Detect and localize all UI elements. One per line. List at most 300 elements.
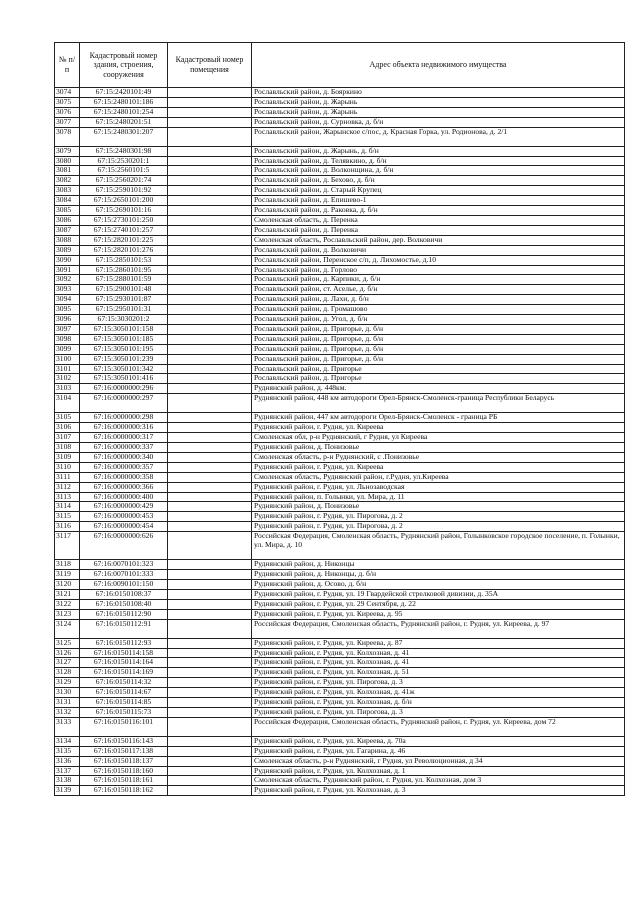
table-row [55, 166, 625, 176]
room-cadastral-number [168, 668, 252, 678]
table-row [55, 344, 625, 354]
table-row [55, 324, 625, 334]
room-cadastral-number [168, 638, 252, 648]
building-cadastral-number: 67:16:0000000:298 [80, 413, 168, 423]
room-cadastral-number [168, 275, 252, 285]
row-number: 3084 [55, 196, 80, 206]
table-body [55, 88, 625, 796]
table-header-row [55, 43, 625, 88]
table-row [55, 245, 625, 255]
row-number: 3080 [55, 156, 80, 166]
room-cadastral-number [168, 97, 252, 107]
table-row [55, 225, 625, 235]
table-row [55, 374, 625, 384]
row-number: 3102 [55, 374, 80, 384]
row-number: 3081 [55, 166, 80, 176]
table-row [55, 776, 625, 786]
property-address: Рославльский район, Жарынское с/пос, д. Красная Горка, ул. Родионова, д. 2/1 [252, 127, 625, 146]
room-cadastral-number [168, 285, 252, 295]
row-number: 3118 [55, 560, 80, 570]
row-number: 3115 [55, 512, 80, 522]
building-cadastral-number: 67:15:2860101:95 [80, 265, 168, 275]
building-cadastral-number: 67:15:2480301:207 [80, 127, 168, 146]
property-address: Руднянский район, г. Рудня, ул. Пирогова, д. 2 [252, 522, 625, 532]
row-number: 3124 [55, 619, 80, 638]
building-cadastral-number: 67:15:2850101:53 [80, 255, 168, 265]
table-row [55, 394, 625, 413]
property-address: Рославльский район, д. Громашово [252, 305, 625, 315]
table-row [55, 736, 625, 746]
room-cadastral-number [168, 225, 252, 235]
table-row [55, 599, 625, 609]
room-cadastral-number [168, 502, 252, 512]
row-number: 3096 [55, 315, 80, 325]
room-cadastral-number [168, 117, 252, 127]
table-row [55, 156, 625, 166]
room-cadastral-number [168, 648, 252, 658]
row-number: 3076 [55, 107, 80, 117]
building-cadastral-number: 67:16:0000000:316 [80, 423, 168, 433]
property-address: Руднянский район, г. Рудня, ул. Киреева [252, 423, 625, 433]
property-address: Российская Федерация, Смоленская область, Руднянский район, г. Рудня, ул. Киреева, д. 97 [252, 619, 625, 638]
building-cadastral-number: 67:15:2480101:186 [80, 97, 168, 107]
building-cadastral-number: 67:16:0000000:366 [80, 482, 168, 492]
building-cadastral-number: 67:16:0090101:150 [80, 579, 168, 589]
property-address: Руднянский район, г. Рудня, ул. Колхозная, д. б/н [252, 698, 625, 708]
table-row [55, 678, 625, 688]
room-cadastral-number [168, 443, 252, 453]
building-cadastral-number: 67:15:2560101:5 [80, 166, 168, 176]
row-number: 3095 [55, 305, 80, 315]
row-number: 3133 [55, 717, 80, 736]
table-row [55, 423, 625, 433]
property-address: Руднянский район, г. Рудня, ул. Киреева, д. 95 [252, 609, 625, 619]
row-number: 3108 [55, 443, 80, 453]
row-number: 3092 [55, 275, 80, 285]
room-cadastral-number [168, 678, 252, 688]
room-cadastral-number [168, 698, 252, 708]
table-row [55, 502, 625, 512]
property-address: Российская Федерация, Смоленская область, Руднянский район, Голынковское городское поселение, п. Голынки, ул. Мира, д. 10 [252, 532, 625, 560]
building-cadastral-number: 67:16:0000000:453 [80, 512, 168, 522]
row-number: 3074 [55, 88, 80, 98]
row-number: 3085 [55, 206, 80, 216]
table-row [55, 364, 625, 374]
room-cadastral-number [168, 255, 252, 265]
room-cadastral-number [168, 235, 252, 245]
row-number: 3137 [55, 766, 80, 776]
building-cadastral-number: 67:16:0150112:93 [80, 638, 168, 648]
row-number: 3090 [55, 255, 80, 265]
room-cadastral-number [168, 364, 252, 374]
table-row [55, 717, 625, 736]
room-cadastral-number [168, 736, 252, 746]
building-cadastral-number: 67:16:0150118:161 [80, 776, 168, 786]
table-row [55, 579, 625, 589]
table-row [55, 285, 625, 295]
building-cadastral-number: 67:16:0000000:400 [80, 492, 168, 502]
room-cadastral-number [168, 766, 252, 776]
building-cadastral-number: 67:16:0000000:340 [80, 452, 168, 462]
row-number: 3089 [55, 245, 80, 255]
row-number: 3104 [55, 394, 80, 413]
building-cadastral-number: 67:16:0150118:160 [80, 766, 168, 776]
property-address: Рославльский район, д. Пригорье [252, 374, 625, 384]
building-cadastral-number: 67:15:2950101:31 [80, 305, 168, 315]
property-address: Рославльский район, д. Раковка, д. б/н [252, 206, 625, 216]
table-row [55, 658, 625, 668]
building-cadastral-number: 67:15:2530201:1 [80, 156, 168, 166]
property-address: Рославльский район, д. Телявкино, д. б/н [252, 156, 625, 166]
property-address: Руднянский район, г. Рудня, ул. Колхозная, д. 3 [252, 786, 625, 796]
table-row [55, 196, 625, 206]
room-cadastral-number [168, 206, 252, 216]
row-number: 3121 [55, 589, 80, 599]
table-row [55, 107, 625, 117]
building-cadastral-number: 67:15:2690101:16 [80, 206, 168, 216]
property-address: Руднянский район, г. Рудня, ул. Пирогова, д. 2 [252, 512, 625, 522]
table-row [55, 512, 625, 522]
property-address: Руднянский район, г. Рудня, ул. Пирогова, д. 3 [252, 707, 625, 717]
table-row [55, 688, 625, 698]
room-cadastral-number [168, 570, 252, 580]
room-cadastral-number [168, 452, 252, 462]
building-cadastral-number: 67:16:0150112:90 [80, 609, 168, 619]
room-cadastral-number [168, 746, 252, 756]
row-number: 3114 [55, 502, 80, 512]
row-number: 3082 [55, 176, 80, 186]
room-cadastral-number [168, 786, 252, 796]
table-row [55, 117, 625, 127]
registry-sheet [54, 42, 624, 796]
building-cadastral-number: 67:16:0150114:169 [80, 668, 168, 678]
table-row [55, 589, 625, 599]
property-address: Руднянский район, д. 448км. [252, 384, 625, 394]
table-row [55, 334, 625, 344]
row-number: 3109 [55, 452, 80, 462]
building-cadastral-number: 67:16:0150116:101 [80, 717, 168, 736]
property-address: Рославльский район, д. Пригорье, д. б/н [252, 344, 625, 354]
room-cadastral-number [168, 462, 252, 472]
building-cadastral-number: 67:16:0150118:137 [80, 756, 168, 766]
row-number: 3093 [55, 285, 80, 295]
row-number: 3130 [55, 688, 80, 698]
row-number: 3094 [55, 295, 80, 305]
room-cadastral-number [168, 324, 252, 334]
row-number: 3083 [55, 186, 80, 196]
table-row [55, 698, 625, 708]
building-cadastral-number: 67:15:2650101:200 [80, 196, 168, 206]
building-cadastral-number: 67:15:2900101:48 [80, 285, 168, 295]
row-number: 3111 [55, 472, 80, 482]
room-cadastral-number [168, 88, 252, 98]
property-address: Руднянский район, г. Рудня, ул. Колхозная, д. 1 [252, 766, 625, 776]
row-number: 3126 [55, 648, 80, 658]
table-row [55, 560, 625, 570]
building-cadastral-number: 67:15:3050101:416 [80, 374, 168, 384]
row-number: 3131 [55, 698, 80, 708]
property-address: Рославльский район, д. Старый Крупец [252, 186, 625, 196]
row-number: 3122 [55, 599, 80, 609]
property-address: Рославльский район, д. Жарынь, д. б/н [252, 146, 625, 156]
property-address: Руднянский район, 448 км автодороги Орел-Брянск-Смоленск-граница Республики Беларусь [252, 394, 625, 413]
property-address: Рославльский район, д. Горлово [252, 265, 625, 275]
table-row [55, 127, 625, 146]
property-address: Руднянский район, г. Рудня, ул. Гагарина, д. 46 [252, 746, 625, 756]
property-address: Рославльский район, д. Волковичи [252, 245, 625, 255]
building-cadastral-number: 67:16:0070101:333 [80, 570, 168, 580]
row-number: 3132 [55, 707, 80, 717]
property-address: Руднянский район, г. Рудня, ул. Колхозная, д. 51 [252, 668, 625, 678]
row-number: 3106 [55, 423, 80, 433]
building-cadastral-number: 67:15:2930101:87 [80, 295, 168, 305]
row-number: 3097 [55, 324, 80, 334]
building-cadastral-number: 67:16:0150114:164 [80, 658, 168, 668]
row-number: 3101 [55, 364, 80, 374]
table-row [55, 97, 625, 107]
property-address: Руднянский район, г. Рудня, ул. Льнозаводская [252, 482, 625, 492]
building-cadastral-number: 67:15:2480201:51 [80, 117, 168, 127]
property-address: Рославльский район, д. Сурновка, д. б/н [252, 117, 625, 127]
table-row [55, 384, 625, 394]
table-row [55, 275, 625, 285]
row-number: 3134 [55, 736, 80, 746]
room-cadastral-number [168, 522, 252, 532]
table-row [55, 668, 625, 678]
room-cadastral-number [168, 688, 252, 698]
room-cadastral-number [168, 295, 252, 305]
row-number: 3100 [55, 354, 80, 364]
building-cadastral-number: 67:15:2560201:74 [80, 176, 168, 186]
room-cadastral-number [168, 156, 252, 166]
building-cadastral-number: 67:15:3050101:185 [80, 334, 168, 344]
property-address: Рославльский район, д. Пригорье, д. б/н [252, 354, 625, 364]
building-cadastral-number: 67:15:2480101:254 [80, 107, 168, 117]
property-address: Рославльский район, д. Лахи, д. б/н [252, 295, 625, 305]
property-address: Рославльский район, д. Жарынь [252, 97, 625, 107]
header-num: № п/п [55, 43, 80, 88]
building-cadastral-number: 67:15:3030201:2 [80, 315, 168, 325]
room-cadastral-number [168, 354, 252, 364]
room-cadastral-number [168, 196, 252, 206]
room-cadastral-number [168, 413, 252, 423]
table-row [55, 522, 625, 532]
property-address: Смоленская область, д. Перенка [252, 215, 625, 225]
property-address: Рославльский район, д. Угол, д. б/н [252, 315, 625, 325]
building-cadastral-number: 67:16:0150115:73 [80, 707, 168, 717]
table-row [55, 186, 625, 196]
building-cadastral-number: 67:15:2480301:98 [80, 146, 168, 156]
table-row [55, 452, 625, 462]
building-cadastral-number: 67:15:2590101:92 [80, 186, 168, 196]
row-number: 3091 [55, 265, 80, 275]
building-cadastral-number: 67:15:3050101:342 [80, 364, 168, 374]
table-row [55, 413, 625, 423]
building-cadastral-number: 67:15:2730101:250 [80, 215, 168, 225]
property-address: Руднянский район, 447 км автодороги Орел-Брянск-Смоленск - граница РБ [252, 413, 625, 423]
room-cadastral-number [168, 344, 252, 354]
property-address: Смоленская область, Руднянский район, г. Рудня, ул. Колхозная, дом 3 [252, 776, 625, 786]
room-cadastral-number [168, 166, 252, 176]
property-address: Смоленская область, р-н Руднянский, г Рудня, ул Революционная, д 34 [252, 756, 625, 766]
room-cadastral-number [168, 245, 252, 255]
room-cadastral-number [168, 560, 252, 570]
building-cadastral-number: 67:15:2820101:225 [80, 235, 168, 245]
row-number: 3098 [55, 334, 80, 344]
room-cadastral-number [168, 433, 252, 443]
row-number: 3119 [55, 570, 80, 580]
row-number: 3110 [55, 462, 80, 472]
table-row [55, 472, 625, 482]
property-address: Рославльский район, д. Карпики, д. б/н [252, 275, 625, 285]
building-cadastral-number: 67:15:2820101:276 [80, 245, 168, 255]
room-cadastral-number [168, 619, 252, 638]
property-address: Руднянский район, г. Рудня, ул. Пирогова, д. 3 [252, 678, 625, 688]
property-address: Руднянский район, д. Никонцы [252, 560, 625, 570]
building-cadastral-number: 67:16:0000000:454 [80, 522, 168, 532]
row-number: 3107 [55, 433, 80, 443]
row-number: 3116 [55, 522, 80, 532]
building-cadastral-number: 67:16:0000000:297 [80, 394, 168, 413]
table-row [55, 315, 625, 325]
table-row [55, 88, 625, 98]
room-cadastral-number [168, 707, 252, 717]
room-cadastral-number [168, 186, 252, 196]
property-address: Руднянский район, п. Голынки, ул. Мира, д. 11 [252, 492, 625, 502]
building-cadastral-number: 67:15:3050101:239 [80, 354, 168, 364]
building-cadastral-number: 67:16:0150108:37 [80, 589, 168, 599]
table-row [55, 492, 625, 502]
row-number: 3136 [55, 756, 80, 766]
building-cadastral-number: 67:16:0150108:40 [80, 599, 168, 609]
table-row [55, 638, 625, 648]
table-row [55, 255, 625, 265]
table-row [55, 295, 625, 305]
table-row [55, 206, 625, 216]
table-row [55, 433, 625, 443]
table-row [55, 570, 625, 580]
row-number: 3105 [55, 413, 80, 423]
row-number: 3138 [55, 776, 80, 786]
room-cadastral-number [168, 589, 252, 599]
property-address: Руднянский район, г. Рудня, ул. Колхозная, д. 41 [252, 658, 625, 668]
header-building-cadastral: Кадастровый номер здания, строения, сооружения [80, 43, 168, 88]
property-address: Рославльский район, д. Жарынь [252, 107, 625, 117]
row-number: 3087 [55, 225, 80, 235]
building-cadastral-number: 67:16:0070101:323 [80, 560, 168, 570]
property-address: Руднянский район, д. Никонцы, д. б/н [252, 570, 625, 580]
table-row [55, 609, 625, 619]
property-address: Смоленская обл, р-н Руднянский, г Рудня, ул Киреева [252, 433, 625, 443]
property-address: Рославльский район, д. Бехово, д. б/н [252, 176, 625, 186]
building-cadastral-number: 67:16:0150116:143 [80, 736, 168, 746]
building-cadastral-number: 67:15:3050101:195 [80, 344, 168, 354]
building-cadastral-number: 67:15:3050101:158 [80, 324, 168, 334]
header-address: Адрес объекта недвижимого имущества [252, 43, 625, 88]
table-row [55, 766, 625, 776]
building-cadastral-number: 67:16:0000000:358 [80, 472, 168, 482]
room-cadastral-number [168, 215, 252, 225]
property-address: Руднянский район, г. Рудня, ул. 29 Сентября, д. 22 [252, 599, 625, 609]
row-number: 3128 [55, 668, 80, 678]
property-address: Рославльский район, Перенское с/п, д. Лихомостье, д.10 [252, 255, 625, 265]
table-row [55, 146, 625, 156]
property-table [54, 42, 625, 796]
building-cadastral-number: 67:15:2740101:257 [80, 225, 168, 235]
room-cadastral-number [168, 776, 252, 786]
table-row [55, 462, 625, 472]
room-cadastral-number [168, 717, 252, 736]
property-address: Руднянский район, г. Рудня, ул. Киреева, д. 87 [252, 638, 625, 648]
room-cadastral-number [168, 756, 252, 766]
building-cadastral-number: 67:16:0150118:162 [80, 786, 168, 796]
table-row [55, 235, 625, 245]
room-cadastral-number [168, 107, 252, 117]
building-cadastral-number: 67:16:0150114:67 [80, 688, 168, 698]
building-cadastral-number: 67:16:0000000:296 [80, 384, 168, 394]
room-cadastral-number [168, 423, 252, 433]
row-number: 3112 [55, 482, 80, 492]
table-row [55, 786, 625, 796]
table-row [55, 746, 625, 756]
property-address: Рославльский район, д. Перенка [252, 225, 625, 235]
property-address: Руднянский район, г. Рудня, ул. Киреева, д. 70а [252, 736, 625, 746]
row-number: 3079 [55, 146, 80, 156]
room-cadastral-number [168, 579, 252, 589]
table-row [55, 215, 625, 225]
header-room-cadastral: Кадастровый номер помещения [168, 43, 252, 88]
property-address: Руднянский район, д. Понизовье [252, 502, 625, 512]
building-cadastral-number: 67:16:0000000:626 [80, 532, 168, 560]
building-cadastral-number: 67:16:0150114:158 [80, 648, 168, 658]
building-cadastral-number: 67:16:0150117:138 [80, 746, 168, 756]
table-row [55, 707, 625, 717]
building-cadastral-number: 67:16:0000000:317 [80, 433, 168, 443]
room-cadastral-number [168, 512, 252, 522]
row-number: 3135 [55, 746, 80, 756]
building-cadastral-number: 67:16:0000000:357 [80, 462, 168, 472]
row-number: 3139 [55, 786, 80, 796]
room-cadastral-number [168, 334, 252, 344]
property-address: Смоленская область, Рославльский район, дер. Волковичи [252, 235, 625, 245]
room-cadastral-number [168, 315, 252, 325]
property-address: Рославльский район, д. Пригорье, д. б/н [252, 334, 625, 344]
building-cadastral-number: 67:16:0000000:337 [80, 443, 168, 453]
property-address: Рославльский район, д. Бояркино [252, 88, 625, 98]
row-number: 3088 [55, 235, 80, 245]
property-address: Рославльский район, ст. Аселье, д. б/н [252, 285, 625, 295]
property-address: Смоленская область, р-н Руднянский, с .Понизовье [252, 452, 625, 462]
property-address: Руднянский район, г. Рудня, ул. Колхозная, д. 41 [252, 648, 625, 658]
row-number: 3129 [55, 678, 80, 688]
row-number: 3099 [55, 344, 80, 354]
row-number: 3117 [55, 532, 80, 560]
row-number: 3103 [55, 384, 80, 394]
room-cadastral-number [168, 394, 252, 413]
building-cadastral-number: 67:16:0150114:32 [80, 678, 168, 688]
table-row [55, 354, 625, 364]
table-row [55, 756, 625, 766]
building-cadastral-number: 67:15:2420101:49 [80, 88, 168, 98]
property-address: Руднянский район, г. Рудня, ул. 19 Гвардейской стрелковой дивизии, д. 35А [252, 589, 625, 599]
row-number: 3075 [55, 97, 80, 107]
table-row [55, 648, 625, 658]
room-cadastral-number [168, 609, 252, 619]
table-row [55, 265, 625, 275]
building-cadastral-number: 67:15:2880101:59 [80, 275, 168, 285]
room-cadastral-number [168, 384, 252, 394]
property-address: Руднянский район, д. Понизовье [252, 443, 625, 453]
